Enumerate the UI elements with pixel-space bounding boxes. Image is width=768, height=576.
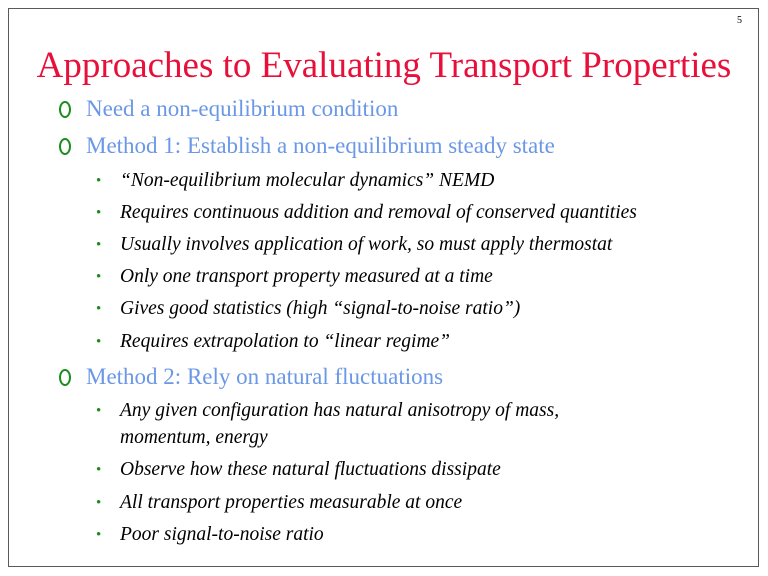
- list-item-text: Only one transport property measured at a time: [120, 266, 493, 287]
- dot-bullet-icon: •: [96, 205, 102, 221]
- ring-bullet-icon: [59, 101, 71, 118]
- dot-bullet-icon: •: [96, 269, 102, 285]
- section-heading-method-1: [59, 132, 555, 160]
- section-heading-need-non-equilibrium: [59, 95, 398, 123]
- list-item-text: Poor signal-to-noise ratio: [120, 524, 324, 545]
- section-heading-text: Method 2: Rely on natural fluctuations: [86, 364, 444, 389]
- ring-bullet-icon: [59, 369, 71, 386]
- list-item-text: Gives good statistics (high “signal-to-noise ratio”): [120, 298, 521, 319]
- dot-bullet-icon: •: [96, 462, 102, 478]
- page-number: 5: [737, 15, 742, 26]
- dot-bullet-icon: •: [96, 403, 102, 419]
- list-item-text: Any given configuration has natural anisotropy of mass, momentum, energy: [120, 400, 560, 448]
- list-item: [96, 199, 736, 227]
- list-item: [96, 263, 736, 291]
- list-item: [96, 295, 736, 323]
- dot-bullet-icon: •: [96, 334, 102, 350]
- list-item: [96, 489, 736, 517]
- list-item: [96, 397, 626, 451]
- list-item: [96, 456, 736, 484]
- dot-bullet-icon: •: [96, 237, 102, 253]
- dot-bullet-icon: •: [96, 495, 102, 511]
- list-item-text: Observe how these natural fluctuations dissipate: [120, 459, 501, 480]
- section-heading-text: Need a non-equilibrium condition: [86, 96, 399, 121]
- list-item-text: Requires continuous addition and removal of conserved quantities: [120, 202, 637, 223]
- list-item: [96, 167, 736, 195]
- list-item: [96, 521, 736, 549]
- list-item: [96, 328, 736, 356]
- ring-bullet-icon: [59, 138, 71, 155]
- list-item-text: Usually involves application of work, so must apply thermostat: [120, 234, 613, 255]
- list-item-text: “Non-equilibrium molecular dynamics” NEMD: [120, 170, 495, 191]
- section-heading-text: Method 1: Establish a non-equilibrium steady state: [86, 133, 555, 158]
- list-item-text: Requires extrapolation to “linear regime”: [120, 331, 451, 352]
- dot-bullet-icon: •: [96, 173, 102, 189]
- dot-bullet-icon: •: [96, 527, 102, 543]
- dot-bullet-icon: •: [96, 301, 102, 317]
- list-item-text: All transport properties measurable at once: [120, 492, 463, 513]
- slide-title: Approaches to Evaluating Transport Properties: [36, 45, 732, 86]
- list-item: [96, 231, 736, 259]
- section-heading-method-2: [59, 363, 443, 391]
